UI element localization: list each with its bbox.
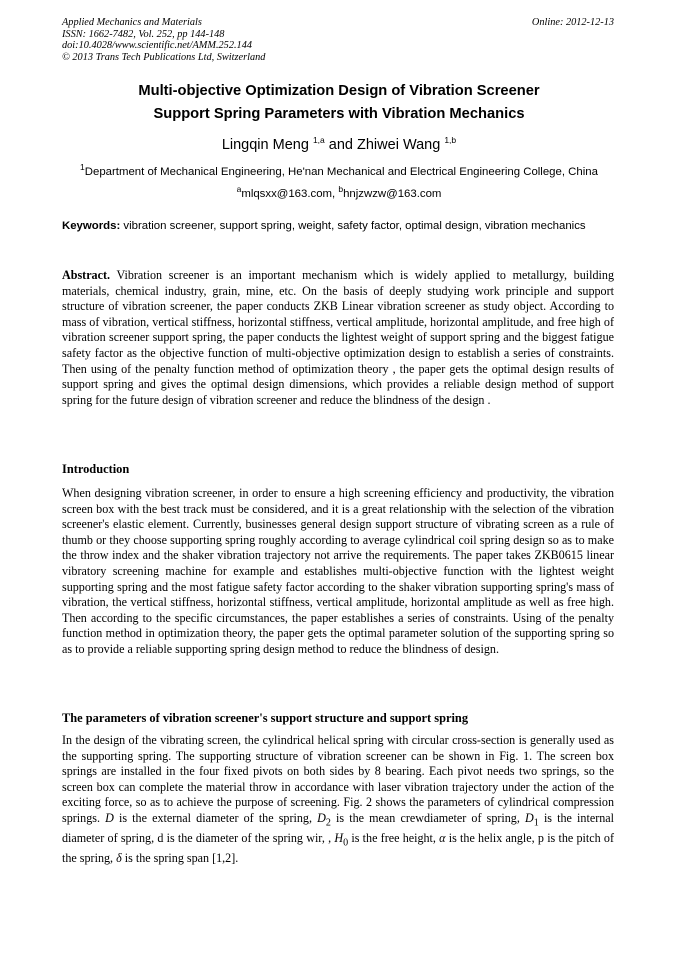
author-conjunction: and — [324, 136, 358, 153]
section-heading-introduction: Introduction — [62, 462, 130, 476]
email-line — [40, 184, 638, 200]
email-marker: b — [338, 184, 344, 194]
author-name: Zhiwei Wang — [357, 136, 441, 153]
author-name: Lingqin Meng — [221, 136, 309, 153]
affil-text: Department of Mechanical Engineering, He'nan Mechanical and Electrical Engineering College, China — [84, 165, 598, 178]
title-line-1: Multi-objective Optimization Design of Vibration Screener — [138, 83, 540, 99]
online-date: Online: 2012-12-13 — [531, 17, 614, 28]
subscript: 1 — [533, 817, 539, 829]
title-line-2: Support Spring Parameters with Vibration Mechanics — [153, 106, 525, 122]
subscript: 2 — [325, 817, 331, 829]
symbol-delta: δ — [116, 850, 122, 865]
affiliation — [62, 162, 616, 178]
affil-marker: 1 — [80, 162, 85, 172]
doi-line: doi:10.4028/www.scientific.net/AMM.252.144 — [62, 40, 252, 52]
para-text: is the external diameter of the spring, — [113, 810, 318, 825]
para-text: is the spring span [1,2]. — [121, 850, 239, 865]
symbol-D2: D — [317, 810, 326, 825]
author-affil-marker: 1,b — [444, 135, 457, 145]
para-text: is the mean crewdiameter of spring, — [330, 810, 526, 825]
email-marker: a — [236, 184, 242, 194]
symbol-D1: D — [525, 810, 534, 825]
subscript: 0 — [343, 837, 349, 849]
paper-title — [40, 80, 638, 126]
introduction-paragraph: When designing vibration screener, in order to ensure a high screening efficiency and productivity, the vibration screen box with the best track must be considered, and it is a great relationship with the selection of the vibration screener's elastic element. Currently, businesses general design support structure of vibrating screen as a rule of thumb or they choose supporting spring roughly according to average cylindrical coil spring design so as to make the throw index and the shaker vibration trajectory not arrive the requirements. The paper takes ZKB0615 linear vibratory screening machine for example and establishes multi-objective function with the lightest weight supporting spring and the most fatigue safety factor according to the shaker vibration supporting spring's mass of vibration, the vertical stiffness, horizontal stiffness, vertical amplitude, horizontal amplitude as well as free high. Then according to the specific circumstances, the paper establishes a series of constraints. Using of the penalty function method in optimization theory, the paper gets the optimal parameter solution of the supporting spring so as to provide a reliable supporting spring design method to reduce the blindness of design. — [62, 486, 614, 656]
para-text: In the design of the vibrating screen, the cylindrical helical spring with circular cross-section is generally used as the supporting spring. The supporting structure of vibration screener can be shown in Fig. 1. The screen box springs are installed in the four fixed pivots on both sides by 8 bearing. Each pivot needs two springs, so the screen box can complete the material throw in accordance with laser vibration trajectory under the action of the exciting force, so as to achieve the purpose of screening. Fig. 2 shows the parameters of cylindrical compression springs. — [62, 733, 614, 825]
email-address: mlqsxx@163.com, — [241, 187, 339, 200]
email-address: hnjzwzw@163.com — [343, 187, 442, 200]
abstract-text: Vibration screener is an important mechanism which is widely applied to metallurgy, building materials, chemical industry, grain, mine, etc. On the basis of deeply studying work principle and support structure of vibration screener, the paper conducts ZKB Linear vibration screener as study object. According to mass of vibration, vertical stiffness, horizontal stiffness, vertical amplitude, horizontal amplitude, and free high of vibration screener support spring, the paper conducts the lightest weight of support spring and the biggest fatigue safety factor as the objective function of multi-objective optimization design to establish a series of constraints. Then using of the penalty function method of optimization theory , the paper gets the optimal design results of support spring and gives the optimal design dimensions, which provides a reliable design method of support spring for the future design of vibration screener and reduce the blindness of the design . — [62, 268, 614, 407]
symbol-D: D — [105, 810, 114, 825]
author-affil-marker: 1,a — [312, 135, 325, 145]
symbol-H0: H — [334, 830, 344, 845]
issn-line: ISSN: 1662-7482, Vol. 252, pp 144-148 — [62, 28, 225, 40]
keywords-label: Keywords: — [62, 220, 121, 232]
abstract-label: Abstract. — [62, 268, 111, 282]
para-text: is the internal diameter of spring, d is the diameter of the spring wir, , — [62, 810, 614, 845]
abstract-paragraph — [62, 268, 614, 408]
keywords-text: vibration screener, support spring, weight, safety factor, optimal design, vibration mechanics — [120, 220, 586, 232]
copyright-line: © 2013 Trans Tech Publications Ltd, Switzerland — [62, 51, 266, 63]
author-list — [40, 135, 638, 153]
parameters-paragraph — [62, 733, 614, 867]
symbol-alpha: α — [439, 830, 446, 845]
journal-name: Applied Mechanics and Materials — [62, 17, 202, 28]
para-text: is the free height, — [348, 830, 440, 845]
section-heading-parameters: The parameters of vibration screener's support structure and support spring — [62, 711, 469, 725]
journal-header — [62, 17, 265, 63]
para-text: is the helix angle, p is the pitch of the spring, — [62, 830, 614, 865]
keywords-block — [62, 219, 614, 233]
